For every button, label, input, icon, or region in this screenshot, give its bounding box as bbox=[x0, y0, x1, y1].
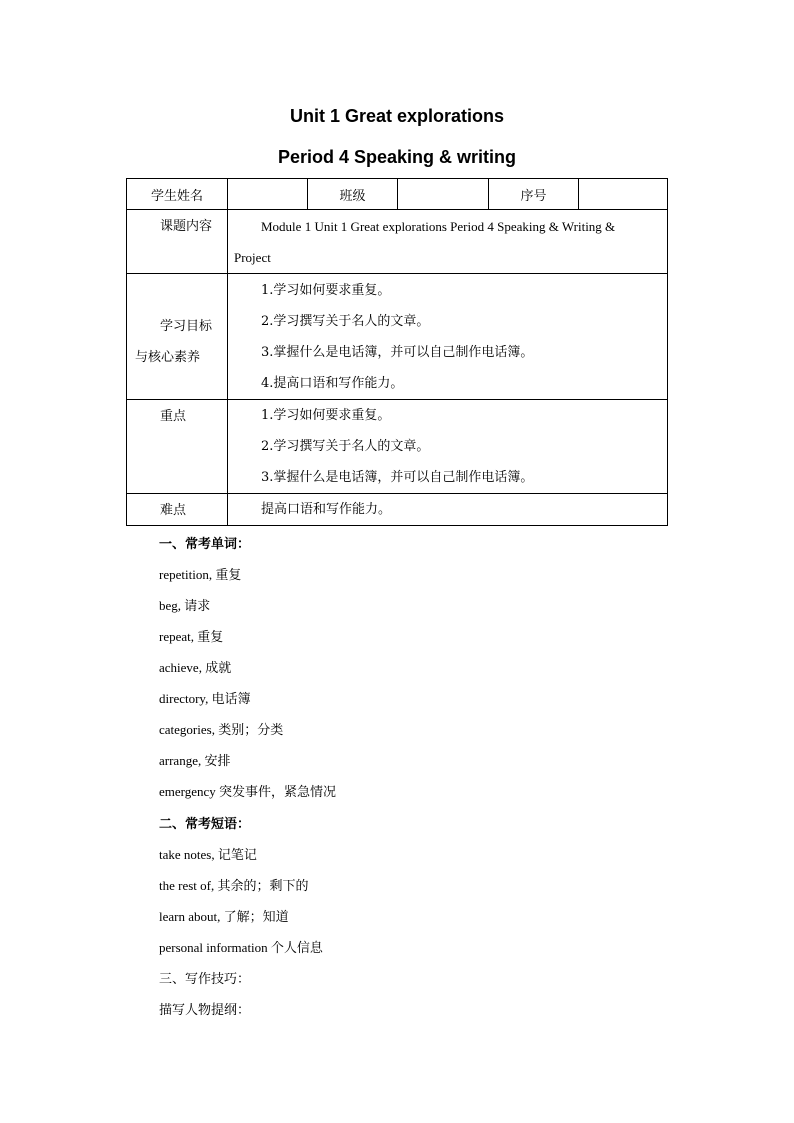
table-row-header bbox=[127, 179, 668, 210]
goal-item: 4.提高口语和写作能力。 bbox=[261, 376, 404, 391]
vocab-item: emergency 突发事件，紧急情况 bbox=[159, 784, 337, 799]
phrase-item: personal information 个人信息 bbox=[159, 940, 323, 955]
student-name-field[interactable] bbox=[228, 179, 308, 210]
class-field[interactable] bbox=[398, 179, 489, 210]
phrase-item: learn about, 了解；知道 bbox=[159, 909, 289, 924]
key-points-label: 重点 bbox=[127, 400, 228, 494]
key-point-item: 1.学习如何要求重复。 bbox=[261, 408, 391, 423]
class-label: 班级 bbox=[308, 179, 398, 210]
key-point-item: 2.学习撰写关于名人的文章。 bbox=[261, 439, 430, 454]
table-row-topic bbox=[127, 210, 668, 274]
vocab-item: beg, 请求 bbox=[159, 598, 211, 613]
vocab-item: directory, 电话簿 bbox=[159, 691, 251, 706]
topic-label: 课题内容 bbox=[127, 210, 228, 274]
goals-label-line2: 与核心素养 bbox=[135, 350, 201, 365]
table-row-key-points bbox=[127, 400, 668, 494]
section3-heading: 三、写作技巧： bbox=[159, 971, 251, 986]
vocab-item: repeat, 重复 bbox=[159, 629, 224, 644]
topic-line-1: Module 1 Unit 1 Great explorations Period 4 Speaking & Writing & bbox=[261, 219, 616, 234]
goals-label-line1: 学习目标 bbox=[160, 319, 213, 334]
topic-line-2: Project bbox=[234, 250, 271, 265]
topic-content bbox=[228, 210, 668, 274]
goal-item: 1.学习如何要求重复。 bbox=[261, 283, 391, 298]
info-table bbox=[126, 178, 668, 526]
student-name-label: 学生姓名 bbox=[127, 179, 228, 210]
number-label: 序号 bbox=[489, 179, 579, 210]
goals-label bbox=[127, 274, 228, 400]
phrase-item: take notes, 记笔记 bbox=[159, 847, 257, 862]
goals-content bbox=[228, 274, 668, 400]
difficulty-text: 提高口语和写作能力。 bbox=[261, 502, 392, 517]
vocab-item: repetition, 重复 bbox=[159, 567, 242, 582]
key-points-content bbox=[228, 400, 668, 494]
goal-item: 2.学习撰写关于名人的文章。 bbox=[261, 314, 430, 329]
vocab-item: arrange, 安排 bbox=[159, 753, 231, 768]
phrase-item: the rest of, 其余的；剩下的 bbox=[159, 878, 309, 893]
table-row-difficulty bbox=[127, 494, 668, 526]
period-title: Period 4 Speaking & writing bbox=[277, 147, 517, 167]
section2-heading: 二、常考短语： bbox=[159, 816, 251, 831]
number-field[interactable] bbox=[579, 179, 668, 210]
vocab-item: categories, 类别；分类 bbox=[159, 722, 284, 737]
table-row-goals bbox=[127, 274, 668, 400]
vocab-item: achieve, 成就 bbox=[159, 660, 232, 675]
difficulty-content bbox=[228, 494, 668, 526]
key-point-item: 3.掌握什么是电话簿，并可以自己制作电话簿。 bbox=[261, 470, 534, 485]
unit-title: Unit 1 Great explorations bbox=[289, 106, 505, 126]
goal-item: 3.掌握什么是电话簿，并可以自己制作电话簿。 bbox=[261, 345, 534, 360]
section1-heading: 一、常考单词： bbox=[159, 536, 251, 551]
difficulty-label: 难点 bbox=[127, 494, 228, 526]
section3-subheading: 描写人物提纲： bbox=[159, 1002, 251, 1017]
